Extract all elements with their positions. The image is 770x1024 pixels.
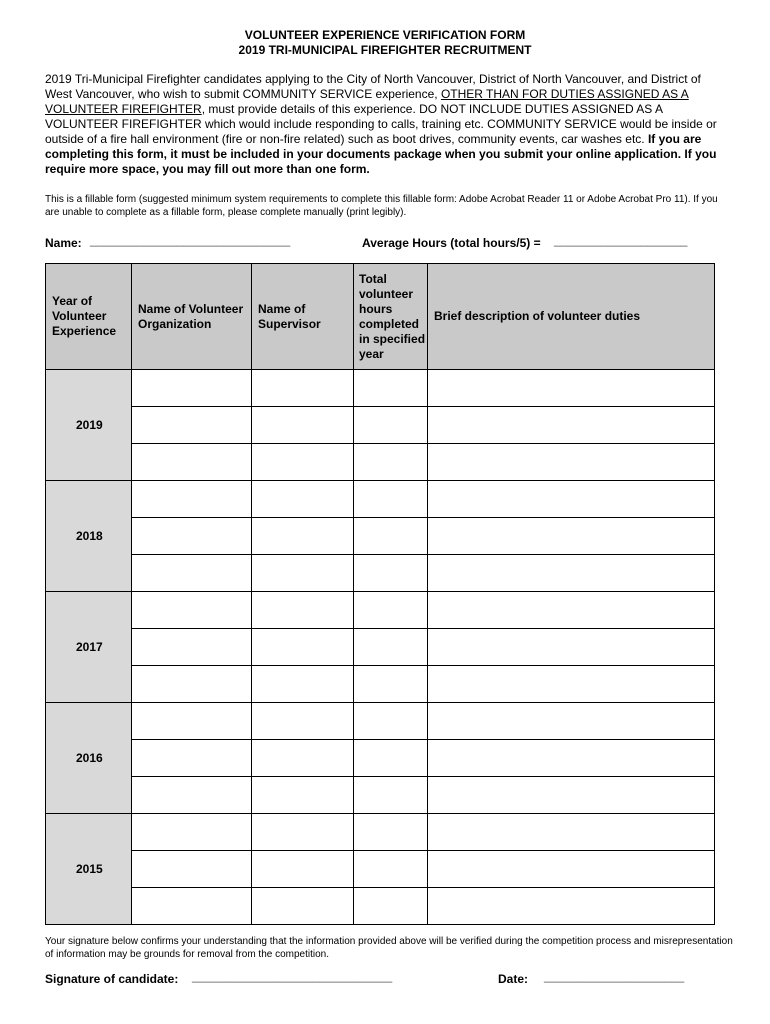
org-input[interactable] <box>132 629 252 666</box>
year-cell-2019: 2019 <box>46 370 132 481</box>
form-title: VOLUNTEER EXPERIENCE VERIFICATION FORM <box>244 28 526 42</box>
description-input[interactable] <box>428 629 715 666</box>
org-input[interactable] <box>132 666 252 703</box>
supervisor-input[interactable] <box>252 481 354 518</box>
table-row <box>46 555 715 592</box>
description-input[interactable] <box>428 777 715 814</box>
table-row <box>46 370 715 407</box>
hours-input[interactable] <box>354 444 428 481</box>
supervisor-input[interactable] <box>252 703 354 740</box>
year-cell-2015: 2015 <box>46 814 132 925</box>
supervisor-input[interactable] <box>252 666 354 703</box>
description-input[interactable] <box>428 740 715 777</box>
header-description: Brief description of volunteer duties <box>428 264 715 370</box>
header-year: Year of Volunteer Experience <box>46 264 132 370</box>
description-input[interactable] <box>428 444 715 481</box>
intro-text-bold: If you are completing this form, it must be included in your documents package when you submit your online application. If you require more space, you may fill out more than one form. <box>45 132 717 176</box>
hours-input[interactable] <box>354 851 428 888</box>
signature-label: Signature of candidate: <box>45 972 179 986</box>
table-row <box>46 777 715 814</box>
intro-text-1: 2019 Tri-Municipal Firefighter candidates applying to the City of North Vancouver, District of North Vancouver, and District of West Vancouver, who wish to submit COMMUNITY SERVICE experience, <box>45 72 701 101</box>
org-input[interactable] <box>132 555 252 592</box>
hours-input[interactable] <box>354 777 428 814</box>
description-input[interactable] <box>428 666 715 703</box>
header-hours: Total volunteer hours completed in specified year <box>354 264 428 370</box>
supervisor-input[interactable] <box>252 740 354 777</box>
table-row <box>46 592 715 629</box>
hours-input[interactable] <box>354 592 428 629</box>
year-cell-2017: 2017 <box>46 592 132 703</box>
description-input[interactable] <box>428 555 715 592</box>
hours-input[interactable] <box>354 814 428 851</box>
org-input[interactable] <box>132 481 252 518</box>
org-input[interactable] <box>132 518 252 555</box>
fillable-note: This is a fillable form (suggested minimum system requirements to complete this fillable form: Adobe Acrobat Reader 11 or Adobe Acrobat Pro 11). If you are unable to complete as a fillable form, please complete manually (print legibly). <box>45 194 718 218</box>
volunteer-table <box>45 263 715 925</box>
description-input[interactable] <box>428 481 715 518</box>
year-cell-2016: 2016 <box>46 703 132 814</box>
table-row <box>46 703 715 740</box>
table-row <box>46 888 715 925</box>
supervisor-input[interactable] <box>252 444 354 481</box>
org-input[interactable] <box>132 592 252 629</box>
supervisor-input[interactable] <box>252 370 354 407</box>
hours-input[interactable] <box>354 555 428 592</box>
table-row <box>46 666 715 703</box>
table-header-row <box>46 264 715 370</box>
hours-input[interactable] <box>354 407 428 444</box>
description-input[interactable] <box>428 703 715 740</box>
date-field[interactable]: _____________________ <box>544 969 685 983</box>
supervisor-input[interactable] <box>252 851 354 888</box>
header-organization: Name of Volunteer Organization <box>132 264 252 370</box>
supervisor-input[interactable] <box>252 518 354 555</box>
supervisor-input[interactable] <box>252 555 354 592</box>
description-input[interactable] <box>428 592 715 629</box>
table-row <box>46 481 715 518</box>
description-input[interactable] <box>428 814 715 851</box>
intro-text-3: , must provide details of this experience. DO NOT INCLUDE DUTIES ASSIGNED AS A VOLUNTEER FIREFIGHTER which would include responding to calls, training etc. COMMUNITY SERVICE would be inside or outside of a fire hall environment (fire or non-fire related) such as boot drives, community events, car washes etc. <box>45 102 717 146</box>
signature-note: Your signature below confirms your understanding that the information provided above will be verified during the competition process and misrepresentation of information may be grounds for removal from the competition. <box>45 936 733 960</box>
table-row <box>46 740 715 777</box>
table-row <box>46 629 715 666</box>
description-input[interactable] <box>428 518 715 555</box>
intro-paragraph <box>45 72 725 177</box>
description-input[interactable] <box>428 888 715 925</box>
avg-hours-label: Average Hours (total hours/5) = <box>362 236 541 250</box>
hours-input[interactable] <box>354 629 428 666</box>
description-input[interactable] <box>428 851 715 888</box>
supervisor-input[interactable] <box>252 814 354 851</box>
table-row <box>46 444 715 481</box>
table-row <box>46 851 715 888</box>
year-cell-2018: 2018 <box>46 481 132 592</box>
supervisor-input[interactable] <box>252 407 354 444</box>
supervisor-input[interactable] <box>252 888 354 925</box>
description-input[interactable] <box>428 370 715 407</box>
hours-input[interactable] <box>354 370 428 407</box>
table-row <box>46 407 715 444</box>
form-subtitle: 2019 TRI-MUNICIPAL FIREFIGHTER RECRUITMENT <box>238 43 532 57</box>
hours-input[interactable] <box>354 666 428 703</box>
hours-input[interactable] <box>354 888 428 925</box>
intro-text-underlined: OTHER THAN FOR DUTIES ASSIGNED AS A VOLUNTEER FIREFIGHTER <box>45 87 689 116</box>
name-label: Name: <box>45 236 82 250</box>
header-supervisor: Name of Supervisor <box>252 264 354 370</box>
supervisor-input[interactable] <box>252 592 354 629</box>
org-input[interactable] <box>132 740 252 777</box>
org-input[interactable] <box>132 777 252 814</box>
hours-input[interactable] <box>354 481 428 518</box>
date-label: Date: <box>498 972 529 986</box>
org-input[interactable] <box>132 851 252 888</box>
avg-hours-field[interactable]: ____________________ <box>554 233 688 247</box>
hours-input[interactable] <box>354 703 428 740</box>
table-row <box>46 518 715 555</box>
org-input[interactable] <box>132 370 252 407</box>
signature-field[interactable]: ______________________________ <box>192 969 393 983</box>
supervisor-input[interactable] <box>252 777 354 814</box>
org-input[interactable] <box>132 444 252 481</box>
table-row <box>46 814 715 851</box>
description-input[interactable] <box>428 407 715 444</box>
hours-input[interactable] <box>354 740 428 777</box>
org-input[interactable] <box>132 814 252 851</box>
org-input[interactable] <box>132 703 252 740</box>
name-field[interactable]: ______________________________ <box>90 233 291 247</box>
org-input[interactable] <box>132 407 252 444</box>
hours-input[interactable] <box>354 518 428 555</box>
supervisor-input[interactable] <box>252 629 354 666</box>
org-input[interactable] <box>132 888 252 925</box>
